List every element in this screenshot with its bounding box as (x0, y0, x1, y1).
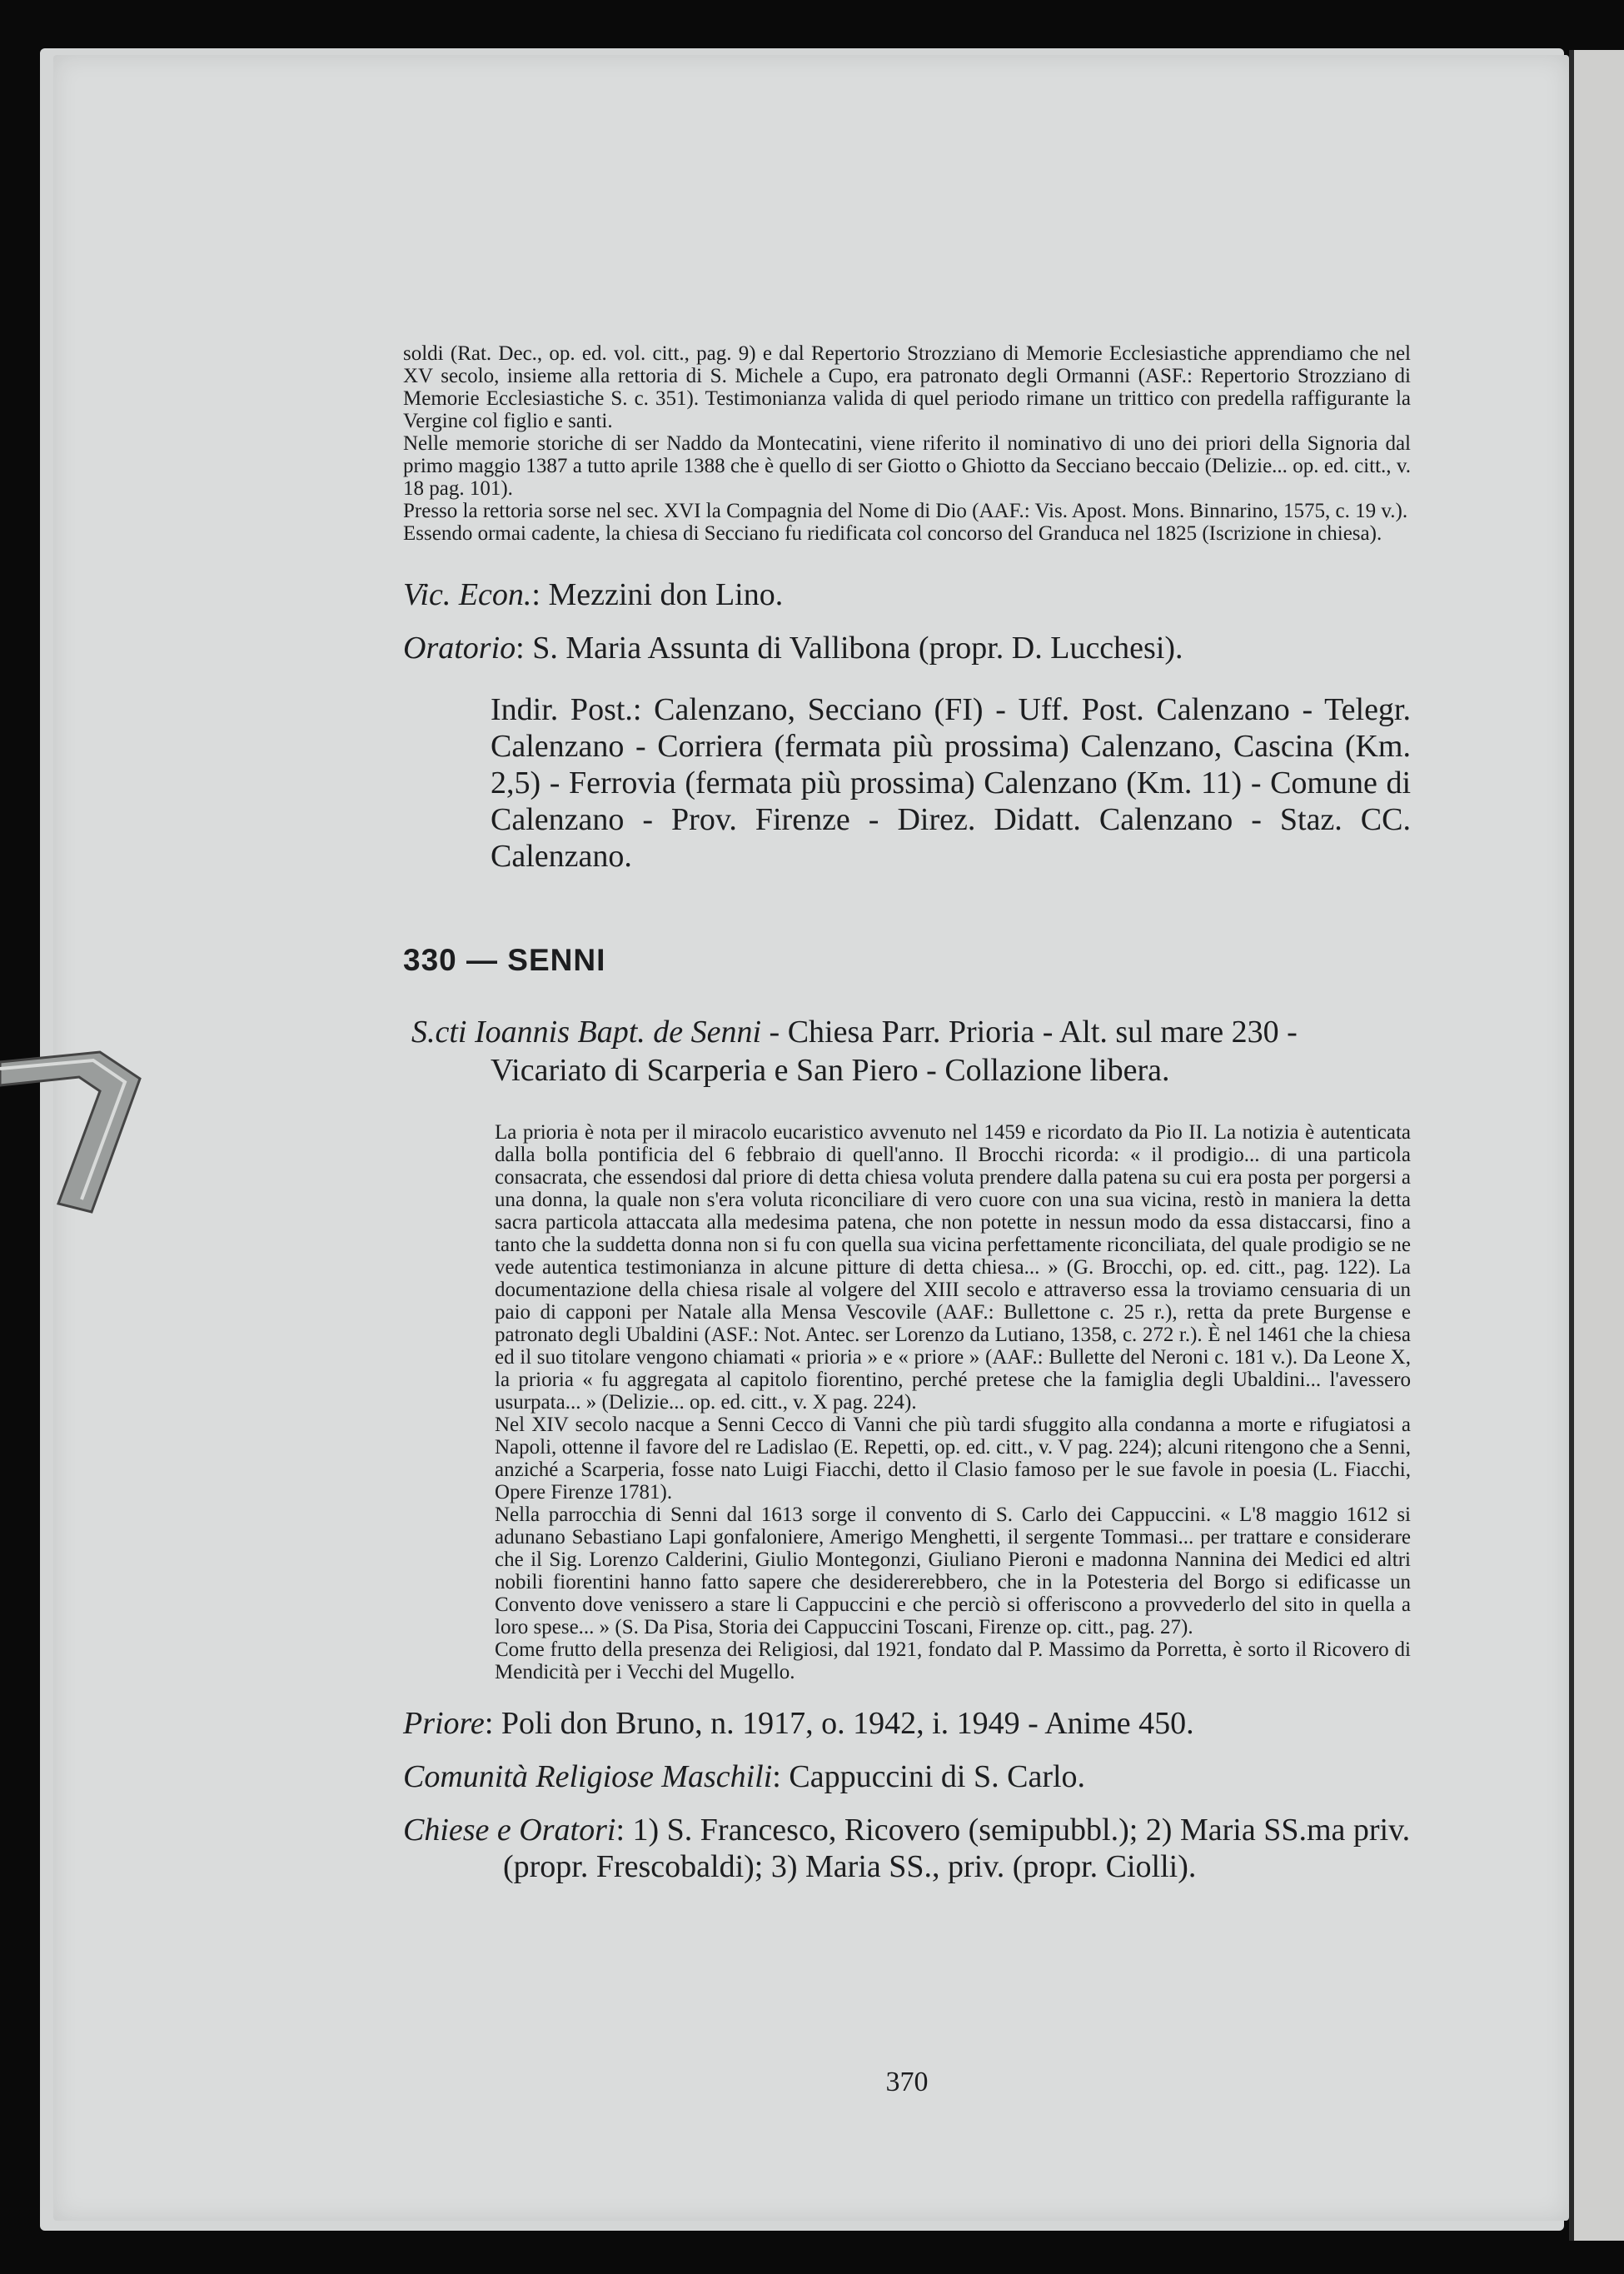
church-entry (403, 1013, 1411, 1090)
chiese-line (403, 1812, 1411, 1885)
note-paragraph: Come frutto della presenza dei Religiosi, dal 1921, fondato dal P. Massimo da Porretta, è sorto il Ricovero di Mendicità per i Vecchi del Mugello. (495, 1638, 1411, 1683)
oratorio-label: Oratorio (403, 631, 516, 666)
paper-clip-icon (0, 1045, 142, 1220)
comunita-label: Comunità Religiose Maschili (403, 1759, 773, 1794)
vic-econ-label: Vic. Econ. (403, 577, 532, 612)
adjacent-page-edge (1569, 50, 1624, 2241)
vic-econ-value: : Mezzini don Lino. (531, 577, 784, 612)
note-paragraph: Presso la rettoria sorse nel sec. XVI la Compagnia del Nome di Dio (AAF.: Vis. Apost. Mons. Binnarino, 1575, c. 19 v.). (403, 500, 1408, 522)
chiese-value: : 1) S. Francesco, Ricovero (semipubbl.); 2) Maria SS.ma priv. (propr. Frescobaldi); 3) Maria SS., priv. (propr. Ciolli). (503, 1813, 1411, 1884)
note-paragraph: soldi (Rat. Dec., op. ed. vol. citt., pag. 9) e dal Repertorio Strozziano di Memorie Ecclesiastiche apprendiamo che nel XV secolo, insieme alla rettoria di S. Michele a Cupo, era patronato degli Ormanni (ASF.: Repertorio Strozziano di Memorie Ecclesiastiche S. c. 351). Testimonianza valida di quel periodo rimane un trittico con predella raffigurante la Vergine col figlio e santi. (403, 342, 1411, 432)
priore-line (403, 1705, 1411, 1742)
oratorio-line (403, 630, 1411, 666)
church-latin-name: S.cti Ioannis Bapt. de Senni (411, 1015, 762, 1050)
chiese-label: Chiese e Oratori (403, 1813, 616, 1848)
note-paragraph: La prioria è nota per il miracolo eucaristico avvenuto nel 1459 e ricordato da Pio II. La notizia è autenticata dalla bolla pontificia del 6 febbraio di quell'anno. Il Brocchi ricorda: « il prodigio... di una particola consacrata, che essendosi dal priore di detta chiesa voluta prendere dalla patena su cui era posta per porgersi a una donna, la quale non s'era voluta riconciliare di vero cuore con una sua vicina, restò in maniera la detta sacra particola attaccata alla medesima patena, che non potette in nessun modo da essa distaccarsi, fino a tanto che la suddetta donna non si fu con quella sua vicina perfettamente riconciliata, del quale prodigio se ne vede autentica testimonianza in alcune pitture di detta chiesa... » (G. Brocchi, op. ed. citt., pag. 122). La documentazione della chiesa risale al volgere del XIII secolo e attraverso essa la troviamo censuaria di un paio di capponi per Natale alla Mensa Vescovile (AAF.: Bullettone c. 25 r.), retta da prete Burgense e patronato degli Ubaldini (ASF.: Not. Antec. ser Lorenzo da Lutiano, 1358, c. 272 r.). È nel 1461 che la chiesa ed il suo titolare vengono chiamati « prioria » e « priore » (AAF.: Bullette del Neroni c. 181 v.). Da Leone X, la prioria « fu aggregata al capitolo fiorentino, perché pretese che la famiglia degli Ubaldini... l'avessero usurpata... » (Delizie... op. ed. citt., v. X pag. 224). (495, 1121, 1411, 1414)
note-paragraph: Nelle memorie storiche di ser Naddo da Montecatini, viene riferito il nominativo di uno dei priori della Signoria dal primo maggio 1387 a tutto aprile 1388 che è quello di ser Giotto o Ghiotto da Secciano beccaio (Delizie... op. ed. citt., v. 18 pag. 101). (403, 432, 1411, 500)
notes-senni (403, 1121, 1411, 1683)
address-block: Indir. Post.: Calenzano, Secciano (FI) - Uff. Post. Calenzano - Telegr. Calenzano - Corriera (fermata più prossima) Calenzano, Cascina (Km. 2,5) - Ferrovia (fermata più prossima) Calenzano (Km. 11) - Comune di Calenzano - Prov. Firenze - Direz. Didatt. Calenzano - Staz. CC. Calenzano. (491, 692, 1411, 874)
note-paragraph: Nella parrocchia di Senni dal 1613 sorge il convento di S. Carlo dei Cappuccini. « L'8 maggio 1612 si adunano Sebastiano Lapi gonfaloniere, Amerigo Menghetti, il sergente Tommasi... per trattare e considerare che il Sig. Lorenzo Calderini, Giulio Montegonzi, Giuliano Pieroni e madonna Nannina dei Medici ed altri nobili fiorentini hanno fatto sapere che desidererebbero, che in la Potesteria del Borgo si edificasse un Convento dove venissero a stare li Cappuccini e che perciò si offeriscono a provvederlo del sito in quella a loro spese... » (S. Da Pisa, Storia dei Cappuccini Toscani, Firenze op. citt., pag. 27). (495, 1504, 1411, 1638)
page-content (403, 342, 1411, 1885)
priore-label: Priore (403, 1706, 485, 1741)
note-paragraph: Nel XIV secolo nacque a Senni Cecco di Vanni che più tardi sfuggito alla condanna a morte e rifugiatosi a Napoli, ottenne il favore del re Ladislao (E. Repetti, op. ed. citt., v. V pag. 224); alcuni ritengono che a Senni, anziché a Scarperia, fosse nato Luigi Fiacchi, detto il Clasio famoso per le sue favole in poesia (L. Fiacchi, Opere Firenze 1781). (495, 1414, 1411, 1504)
book-page (53, 55, 1569, 2221)
comunita-line (403, 1758, 1411, 1795)
section-title: 330 — SENNI (403, 943, 606, 977)
comunita-value: : Cappuccini di S. Carlo. (772, 1759, 1086, 1794)
oratorio-value: : S. Maria Assunta di Vallibona (propr. D. Lucchesi). (516, 631, 1183, 666)
priore-value: : Poli don Bruno, n. 1917, o. 1942, i. 1949 - Anime 450. (484, 1706, 1194, 1741)
page-number: 370 (885, 2067, 929, 2097)
notes-secciano (403, 342, 1411, 545)
church-details: - Chiesa Parr. Prioria - Alt. sul mare 230 - Vicariato di Scarperia e San Piero - Collazione libera. (491, 1015, 1298, 1088)
vic-econ-line (403, 576, 1411, 613)
note-paragraph: Essendo ormai cadente, la chiesa di Secciano fu riedificata col concorso del Granduca nel 1825 (Iscrizione in chiesa). (403, 522, 1382, 545)
